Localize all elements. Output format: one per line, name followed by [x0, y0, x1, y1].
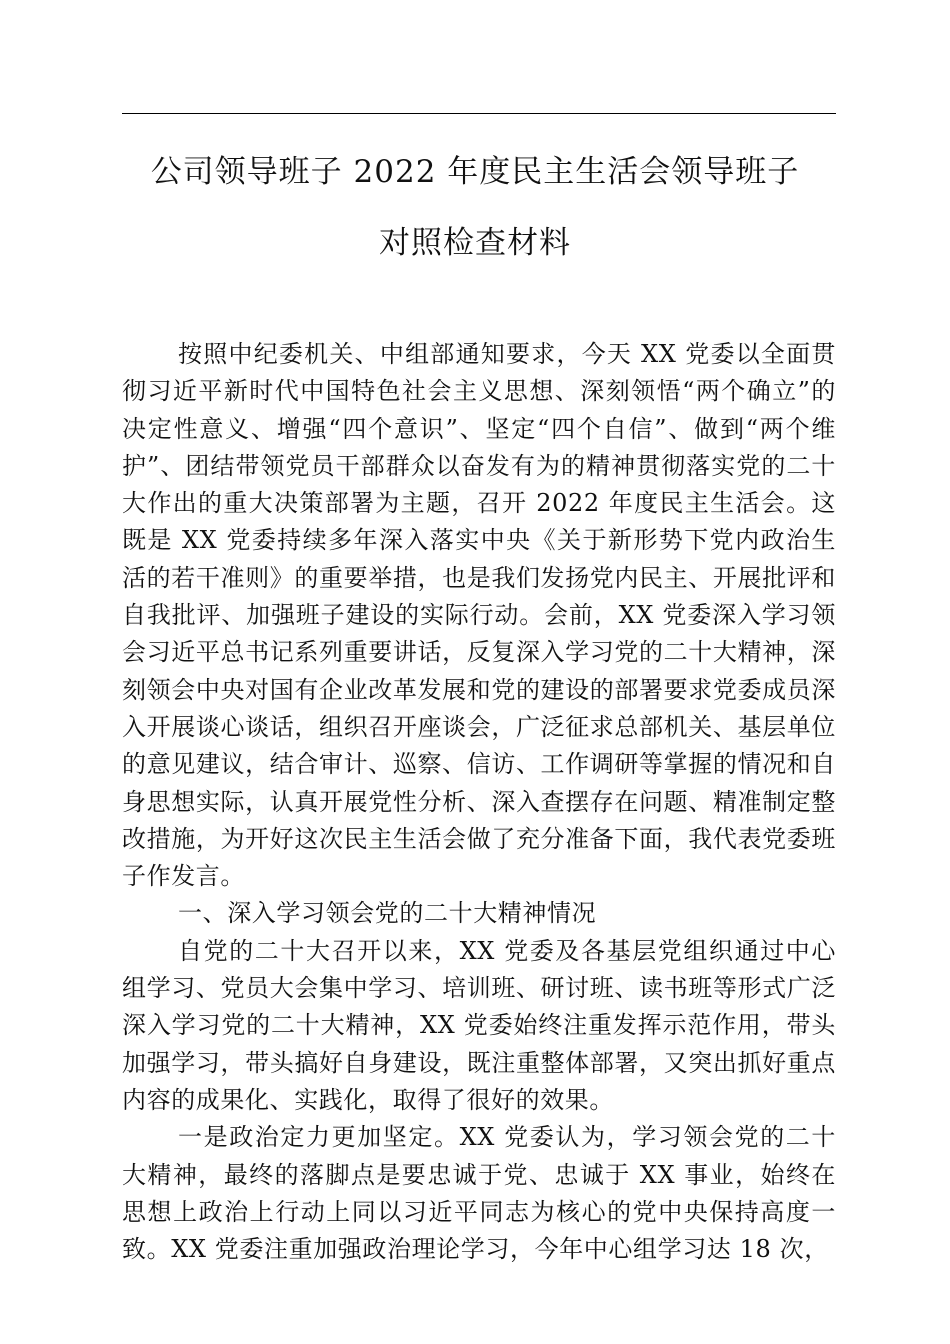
- document-body: [122, 336, 836, 1268]
- paragraph-intro: 按照中纪委机关、中组部通知要求，今天 XX 党委以全面贯彻习近平新时代中国特色社会主义思想、深刻领悟“两个确立”的决定性意义、增强“四个意识”、坚定“四个自信”、做到“两个维护”、团结带领党员干部群众以奋发有为的精神贯彻落实党的二十大作出的重大决策部署为主题，召开 2022 年度民主生活会。这既是 XX 党委持续多年深入落实中央《关于新形势下党内政治生活的若干准则》的重要举措，也是我们发扬党内民主、开展批评和自我批评、加强班子建设的实际行动。会前，XX 党委深入学习领会习近平总书记系列重要讲话，反复深入学习党的二十大精神，深刻领会中央对国有企业改革发展和党的建设的部署要求党委成员深入开展谈心谈话，组织召开座谈会，广泛征求总部机关、基层单位的意见建议，结合审计、巡察、信访、工作调研等掌握的情况和自身思想实际，认真开展党性分析、深入查摆存在问题、精准制定整改措施，为开好这次民主生活会做了充分准备下面，我代表党委班子作发言。: [122, 340, 836, 891]
- document-title-line-1: 公司领导班子 2022 年度民主生活会领导班子: [150, 154, 800, 190]
- document-title-line-2: 对照检查材料: [379, 225, 571, 261]
- paragraph-section-1: 自党的二十大召开以来，XX 党委及各基层党组织通过中心组学习、党员大会集中学习、培训班、研讨班、读书班等形式广泛深入学习党的二十大精神，XX 党委始终注重发挥示范作用，带头加强学习，带头搞好自身建设，既注重整体部署，又突出抓好重点内容的成果化、实践化，取得了很好的效果。: [122, 936, 836, 1114]
- header-rule: [122, 113, 836, 114]
- section-heading-1: 一、深入学习领会党的二十大精神情况: [178, 899, 597, 928]
- paragraph-political-stance: 一是政治定力更加坚定。XX 党委认为，学习领会党的二十大精神，最终的落脚点是要忠诚于党、忠诚于 XX 事业，始终在思想上政治上行动上同以习近平同志为核心的党中央保持高度一致。XX 党委注重加强政治理论学习，今年中心组学习达 18 次，: [122, 1123, 836, 1264]
